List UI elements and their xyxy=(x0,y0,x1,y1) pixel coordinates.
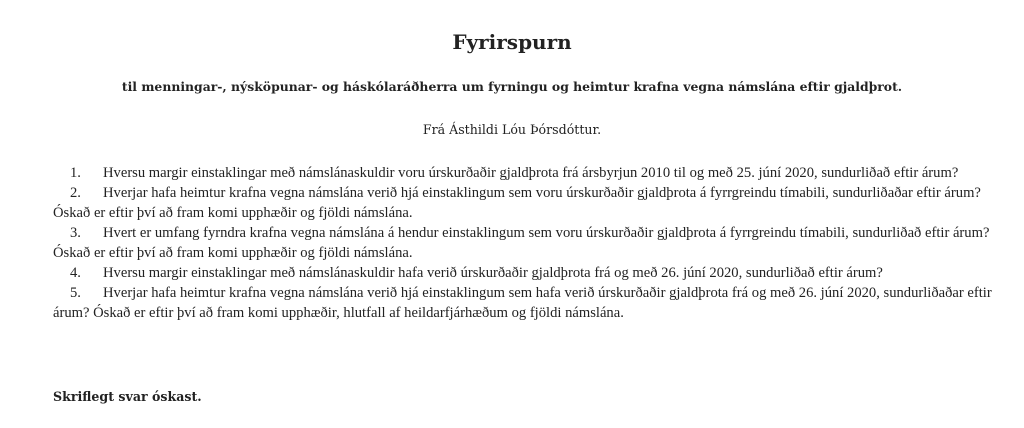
question-text: Hvert er umfang fyrndra krafna vegna námslána á hendur einstaklingum sem voru úrskurðaðir gjaldþrota á fyrrgreindu tímabili, sundurliðað eftir árum? Óskað er eftir því að fram komi upphæðir og fjöldi námslána. xyxy=(53,225,990,261)
question-text: Hverjar hafa heimtur krafna vegna námslána verið hjá einstaklingum sem voru úrskurðaðir gjaldþrota á fyrrgreindu tímabili, sundurliðaðar eftir árum? Óskað er eftir því að fram komi upphæðir og fjöldi námslána. xyxy=(53,185,981,221)
question-text: Hversu margir einstaklingar með námslánaskuldir hafa verið úrskurðaðir gjaldþrota frá og með 26. júní 2020, sundurliðað eftir árum? xyxy=(103,265,883,281)
document-subtitle: til menningar-, nýsköpunar- og háskólaráðherra um fyrningu og heimtur krafna vegna námslána eftir gjaldþrot. xyxy=(121,79,903,94)
question-list xyxy=(53,163,993,323)
document-author: Frá Ásthildi Lóu Þórsdóttur. xyxy=(422,122,602,137)
written-answer-note: Skriflegt svar óskast. xyxy=(53,389,202,404)
question-text: Hversu margir einstaklingar með námslánaskuldir voru úrskurðaðir gjaldþrota frá ársbyrjun 2010 til og með 25. júní 2020, sundurliðað eftir árum? xyxy=(103,165,959,181)
question-number: 2. xyxy=(70,185,81,201)
question-item xyxy=(53,283,993,323)
question-number: 5. xyxy=(70,285,81,301)
question-item xyxy=(53,183,993,223)
question-item xyxy=(53,163,993,183)
question-number: 1. xyxy=(70,165,81,181)
question-item xyxy=(53,263,993,283)
question-number: 4. xyxy=(70,265,81,281)
document-title: Fyrirspurn xyxy=(452,30,572,54)
question-item xyxy=(53,223,993,263)
question-number: 3. xyxy=(70,225,81,241)
question-text: Hverjar hafa heimtur krafna vegna námslána verið hjá einstaklingum sem hafa verið úrskurðaðir gjaldþrota frá og með 26. júní 2020, sundurliðaðar eftir árum? Óskað er eftir því að fram komi upphæðir, hlutfall af heildarfjárhæðum og fjöldi námslána. xyxy=(53,285,992,321)
